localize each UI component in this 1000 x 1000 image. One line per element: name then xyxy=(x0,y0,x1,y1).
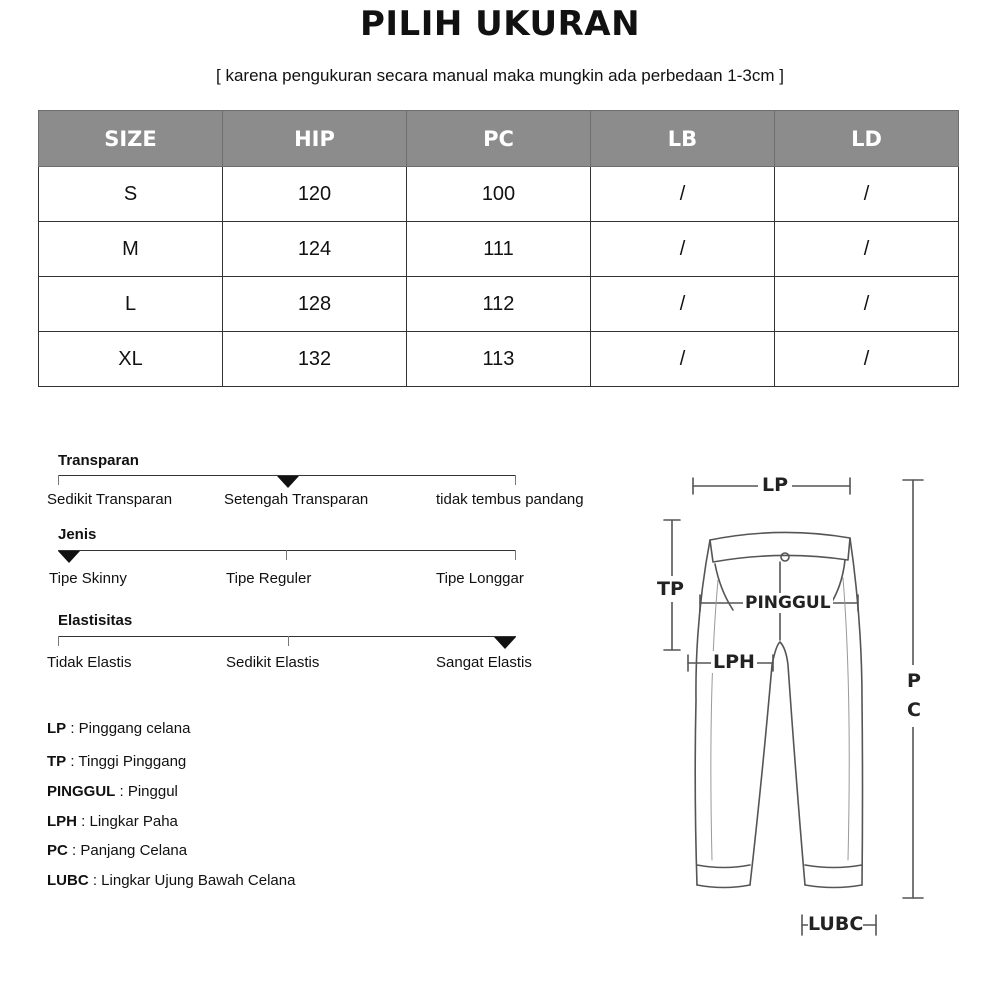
column-header-ld: LD xyxy=(775,111,959,167)
scale-elastisitas xyxy=(0,612,620,692)
table-row xyxy=(39,277,959,332)
diagram-label-pc-p: P xyxy=(907,670,921,692)
scale-tick xyxy=(286,550,287,560)
table-cell: / xyxy=(591,332,775,387)
table-cell: / xyxy=(591,167,775,222)
table-cell: 124 xyxy=(223,222,407,277)
page-subtitle: [ karena pengukuran secara manual maka mungkin ada perbedaan 1-3cm ] xyxy=(216,66,784,85)
legend-item xyxy=(47,813,178,830)
table-cell: / xyxy=(591,222,775,277)
legend-item xyxy=(47,720,190,737)
table-cell: / xyxy=(775,222,959,277)
scale-jenis xyxy=(0,526,620,606)
diagram-label-pc-c: C xyxy=(907,699,921,721)
scale-transparan xyxy=(0,452,620,532)
legend-abbr: TP xyxy=(47,753,67,770)
scale-label: Tipe Longgar xyxy=(436,570,524,587)
table-row xyxy=(39,222,959,277)
column-header-lb: LB xyxy=(591,111,775,167)
table-cell: 128 xyxy=(223,277,407,332)
legend-abbr: LUBC xyxy=(47,872,89,889)
scale-label: Sedikit Elastis xyxy=(226,654,320,671)
legend-abbr: LP xyxy=(47,720,67,737)
scale-marker-icon xyxy=(58,551,80,563)
diagram-label-pc xyxy=(903,665,925,727)
table-cell: L xyxy=(39,277,223,332)
scale-track xyxy=(58,636,516,637)
page-title: PILIH UKURAN xyxy=(359,4,641,44)
legend-item xyxy=(47,842,187,859)
pants-diagram xyxy=(600,460,1000,960)
scale-marker-icon xyxy=(277,476,299,488)
legend-abbr: PINGGUL xyxy=(47,783,116,800)
table-row xyxy=(39,167,959,222)
table-row xyxy=(39,332,959,387)
legend-desc: : Pinggul xyxy=(115,783,178,800)
size-chart-table xyxy=(38,110,959,387)
table-cell: 112 xyxy=(407,277,591,332)
diagram-label-lp: LP xyxy=(758,474,792,496)
table-cell: 111 xyxy=(407,222,591,277)
scale-track xyxy=(58,550,516,551)
scale-label: Sedikit Transparan xyxy=(47,491,173,508)
legend-item xyxy=(47,753,186,770)
table-cell: / xyxy=(775,332,959,387)
scale-label: Tipe Skinny xyxy=(49,570,127,587)
scale-tick xyxy=(515,550,516,560)
scale-label: Tidak Elastis xyxy=(47,654,132,671)
column-header-hip: HIP xyxy=(223,111,407,167)
table-cell: 113 xyxy=(407,332,591,387)
scale-label: tidak tembus pandang xyxy=(436,491,584,508)
legend-abbr: PC xyxy=(47,842,68,859)
legend-abbr: LPH xyxy=(47,813,77,830)
scale-tick xyxy=(58,636,59,646)
legend-item xyxy=(47,783,178,800)
diagram-label-pinggul: PINGGUL xyxy=(745,593,831,613)
scale-tick xyxy=(58,475,59,485)
scale-title: Elastisitas xyxy=(58,612,133,629)
legend-desc: : Panjang Celana xyxy=(67,842,188,859)
table-cell: 132 xyxy=(223,332,407,387)
table-cell: M xyxy=(39,222,223,277)
scale-tick xyxy=(515,475,516,485)
scale-title: Transparan xyxy=(58,452,139,469)
table-cell: XL xyxy=(39,332,223,387)
table-cell: / xyxy=(775,167,959,222)
table-cell: 120 xyxy=(223,167,407,222)
table-header-row xyxy=(39,111,959,167)
scale-tick xyxy=(288,636,289,646)
legend-desc: : Pinggang celana xyxy=(66,720,191,737)
legend-item xyxy=(47,872,295,889)
scale-title: Jenis xyxy=(58,526,97,543)
scale-label: Setengah Transparan xyxy=(224,491,369,508)
diagram-label-lph: LPH xyxy=(713,651,755,673)
legend-desc: : Lingkar Paha xyxy=(77,813,178,830)
legend-desc: : Tinggi Pinggang xyxy=(66,753,187,770)
legend-desc: : Lingkar Ujung Bawah Celana xyxy=(88,872,296,889)
diagram-label-tp: TP xyxy=(657,578,684,600)
table-cell: 100 xyxy=(407,167,591,222)
scale-label: Tipe Reguler xyxy=(226,570,312,587)
table-cell: S xyxy=(39,167,223,222)
column-header-size: SIZE xyxy=(39,111,223,167)
table-cell: / xyxy=(775,277,959,332)
scale-label: Sangat Elastis xyxy=(436,654,532,671)
pants-illustration xyxy=(600,460,1000,960)
diagram-label-lubc: LUBC xyxy=(808,913,864,935)
column-header-pc: PC xyxy=(407,111,591,167)
scale-marker-icon xyxy=(494,637,516,649)
table-cell: / xyxy=(591,277,775,332)
